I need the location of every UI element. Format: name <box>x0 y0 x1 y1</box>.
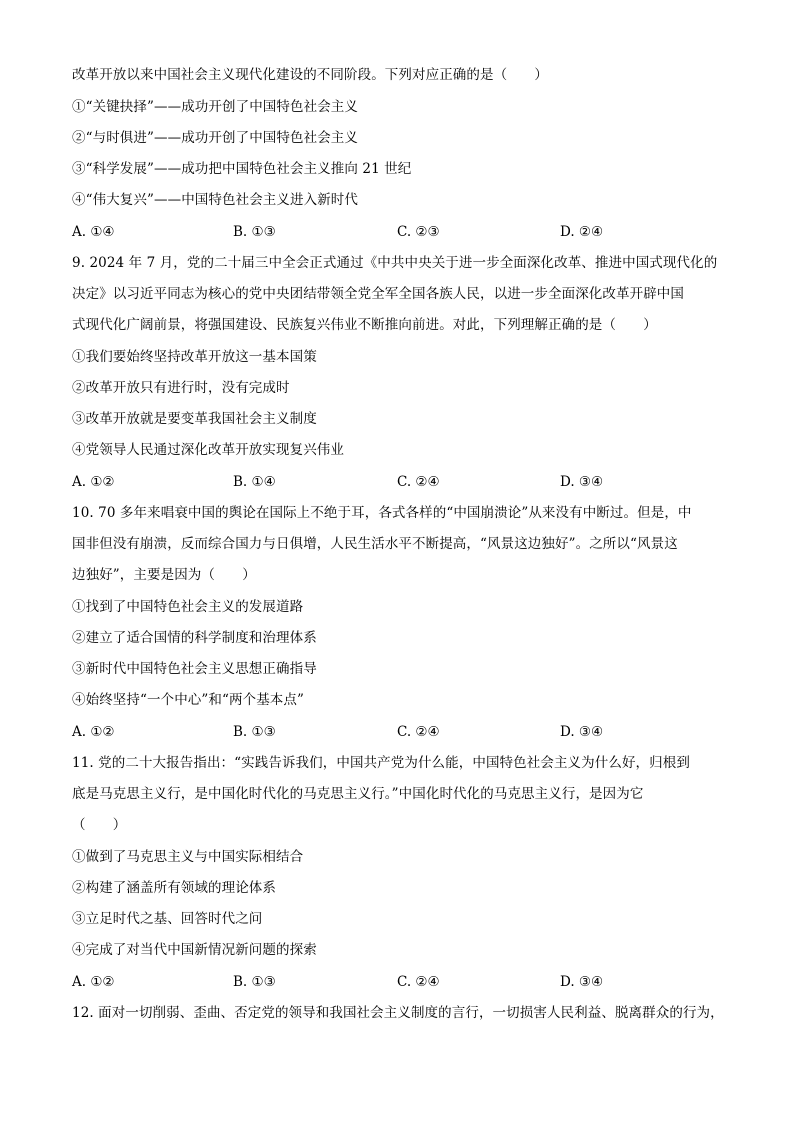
q11-stem-line-2: 底是马克思主义行，是中国化时代化的马克思主义行。”中国化时代化的马克思主义行，是因为它 <box>72 786 644 802</box>
q11-item-2: ②构建了涵盖所有领域的理论体系 <box>72 880 276 896</box>
q12-stem-line-1: 12. 面对一切削弱、歪曲、否定党的领导和我国社会主义制度的言行，一切损害人民利益、脱离群众的行为， <box>72 1005 724 1021</box>
q11-option-b[interactable]: B. ①③ <box>233 974 276 990</box>
q9-item-1: ①我们要始终坚持改革开放这一基本国策 <box>72 349 317 365</box>
q11-item-1: ①做到了马克思主义与中国实际相结合 <box>72 849 304 865</box>
q10-stem-line-1: 10. 70 多年来唱衰中国的舆论在国际上不绝于耳，各式各样的“中国崩溃论”从来没有中断过。但是，中 <box>72 505 692 521</box>
q8-option-c[interactable]: C. ②③ <box>397 224 440 240</box>
q9-item-4: ④党领导人民通过深化改革开放实现复兴伟业 <box>72 442 344 458</box>
q8-stem: 改革开放以来中国社会主义现代化建设的不同阶段。下列对应正确的是（ ） <box>72 67 548 83</box>
q10-stem-line-2: 国非但没有崩溃，反而综合国力与日俱增，人民生活水平不断提高，“风景这边独好”。之所以“风景这 <box>72 536 678 552</box>
q8-option-a[interactable]: A. ①④ <box>72 224 115 240</box>
q10-option-d[interactable]: D. ③④ <box>560 724 604 740</box>
q11-options <box>72 973 732 991</box>
q10-item-3: ③新时代中国特色社会主义思想正确指导 <box>72 661 317 677</box>
q8-item-1: ①“关键抉择”——成功开创了中国特色社会主义 <box>72 99 359 115</box>
q9-option-b[interactable]: B. ①④ <box>233 474 276 490</box>
q11-item-4: ④完成了对当代中国新情况新问题的探索 <box>72 942 317 958</box>
q9-stem-line-3: 式现代化广阔前景，将强国建设、民族复兴伟业不断推向前进。对此，下列理解正确的是（ ） <box>72 317 657 333</box>
q10-item-4: ④始终坚持“一个中心”和“两个基本点” <box>72 692 305 708</box>
q10-option-b[interactable]: B. ①③ <box>233 724 276 740</box>
q10-options <box>72 723 732 741</box>
q10-item-2: ②建立了适合国情的科学制度和治理体系 <box>72 630 317 646</box>
q9-item-3: ③改革开放就是要变革我国社会主义制度 <box>72 411 317 427</box>
q8-item-4: ④“伟大复兴”——中国特色社会主义进入新时代 <box>72 192 359 208</box>
q8-option-b[interactable]: B. ①③ <box>233 224 276 240</box>
q8-option-d[interactable]: D. ②④ <box>560 224 604 240</box>
q9-option-d[interactable]: D. ③④ <box>560 474 604 490</box>
q11-option-c[interactable]: C. ②④ <box>397 974 440 990</box>
q10-option-a[interactable]: A. ①② <box>72 724 115 740</box>
q10-item-1: ①找到了中国特色社会主义的发展道路 <box>72 599 304 615</box>
q11-stem-line-1: 11. 党的二十大报告指出：“实践告诉我们，中国共产党为什么能，中国特色社会主义为什么好，归根到 <box>72 755 690 771</box>
q8-item-3: ③“科学发展”——成功把中国特色社会主义推向 21 世纪 <box>72 161 412 177</box>
q10-option-c[interactable]: C. ②④ <box>397 724 440 740</box>
q9-options <box>72 473 732 491</box>
q11-option-a[interactable]: A. ①② <box>72 974 115 990</box>
q9-option-a[interactable]: A. ①② <box>72 474 115 490</box>
q11-item-3: ③立足时代之基、回答时代之问 <box>72 911 263 927</box>
q9-option-c[interactable]: C. ②④ <box>397 474 440 490</box>
q10-stem-line-3: 边独好”，主要是因为（ ） <box>72 567 256 583</box>
q11-option-d[interactable]: D. ③④ <box>560 974 604 990</box>
q9-item-2: ②改革开放只有进行时，没有完成时 <box>72 380 290 396</box>
q9-stem-line-1: 9. 2024 年 7 月，党的二十届三中全会正式通过《中共中央关于进一步全面深化改革、推进中国式现代化的 <box>72 255 718 271</box>
q8-options <box>72 223 732 241</box>
q8-item-2: ②“与时俱进”——成功开创了中国特色社会主义 <box>72 130 359 146</box>
q9-stem-line-2: 决定》以习近平同志为核心的党中央团结带领全党全军全国各族人民，以进一步全面深化改革开辟中国 <box>72 286 684 302</box>
q11-stem-line-3: （ ） <box>72 817 127 833</box>
